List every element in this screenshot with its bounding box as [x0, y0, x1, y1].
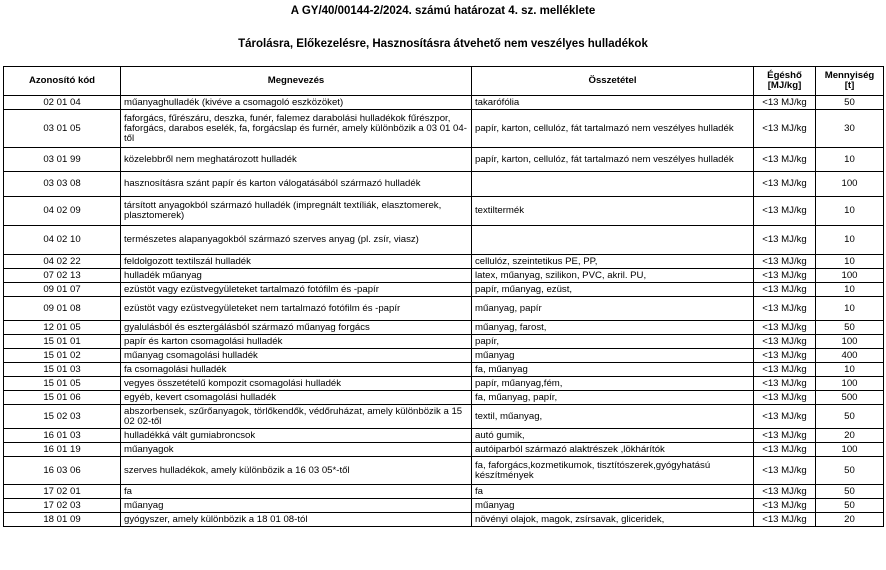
cell-name: gyógyszer, amely különbözik a 18 01 08-tól: [121, 513, 472, 527]
cell-composition: fa, műanyag, papír,: [472, 391, 754, 405]
cell-composition: műanyag: [472, 349, 754, 363]
cell-code: 09 01 07: [4, 283, 121, 297]
cell-name: műanyagok: [121, 443, 472, 457]
cell-composition: autó gumik,: [472, 429, 754, 443]
cell-code: 16 03 06: [4, 457, 121, 485]
cell-code: 17 02 01: [4, 485, 121, 499]
cell-heat: <13 MJ/kg: [754, 255, 816, 269]
table-row: [4, 269, 884, 283]
cell-code: 15 01 01: [4, 335, 121, 349]
table-row: [4, 363, 884, 377]
cell-quantity: 50: [816, 485, 884, 499]
table-row: [4, 321, 884, 335]
cell-heat: <13 MJ/kg: [754, 226, 816, 255]
cell-heat: <13 MJ/kg: [754, 172, 816, 197]
document-subtitle: Tárolásra, Előkezelésre, Hasznosításra átvehető nem veszélyes hulladékok: [238, 38, 648, 50]
table-row: [4, 377, 884, 391]
cell-composition: textil, műanyag,: [472, 405, 754, 429]
table-row: [4, 172, 884, 197]
cell-quantity: 20: [816, 429, 884, 443]
cell-name: faforgács, fűrészáru, deszka, funér, falemez darabolási hulladékok fűrészpor, faforgács, darabos eselék, fa, forgácslap és furnér, amely különbözik a 03 01 04-től: [121, 110, 472, 148]
cell-quantity: 50: [816, 499, 884, 513]
cell-quantity: 10: [816, 297, 884, 321]
cell-code: 03 03 08: [4, 172, 121, 197]
table-row: [4, 485, 884, 499]
cell-code: 04 02 09: [4, 197, 121, 226]
cell-name: műanyag csomagolási hulladék: [121, 349, 472, 363]
cell-composition: fa, műanyag: [472, 363, 754, 377]
header-name: Megnevezés: [121, 67, 472, 96]
cell-code: 15 02 03: [4, 405, 121, 429]
cell-heat: <13 MJ/kg: [754, 335, 816, 349]
table-row: [4, 226, 884, 255]
cell-code: 02 01 04: [4, 96, 121, 110]
cell-code: 16 01 19: [4, 443, 121, 457]
cell-code: 03 01 05: [4, 110, 121, 148]
cell-code: 18 01 09: [4, 513, 121, 527]
cell-code: 09 01 08: [4, 297, 121, 321]
cell-quantity: 10: [816, 255, 884, 269]
cell-name: egyéb, kevert csomagolási hulladék: [121, 391, 472, 405]
cell-name: szerves hulladékok, amely különbözik a 16 03 05*-től: [121, 457, 472, 485]
cell-quantity: 10: [816, 148, 884, 172]
cell-quantity: 10: [816, 226, 884, 255]
cell-code: 04 02 22: [4, 255, 121, 269]
table-row: [4, 96, 884, 110]
cell-heat: <13 MJ/kg: [754, 391, 816, 405]
table-row: [4, 335, 884, 349]
cell-code: 04 02 10: [4, 226, 121, 255]
cell-quantity: 400: [816, 349, 884, 363]
cell-code: 15 01 02: [4, 349, 121, 363]
cell-composition: papír, műanyag,fém,: [472, 377, 754, 391]
cell-code: 15 01 03: [4, 363, 121, 377]
table-row: [4, 405, 884, 429]
header-composition: Összetétel: [472, 67, 754, 96]
cell-heat: <13 MJ/kg: [754, 429, 816, 443]
cell-heat: <13 MJ/kg: [754, 321, 816, 335]
cell-quantity: 100: [816, 443, 884, 457]
cell-composition: autóiparból származó alaktrészek ,lökhárítók: [472, 443, 754, 457]
cell-quantity: 10: [816, 197, 884, 226]
cell-heat: <13 MJ/kg: [754, 443, 816, 457]
cell-quantity: 100: [816, 172, 884, 197]
cell-name: ezüstöt vagy ezüstvegyületeket tartalmazó fotófilm és -papír: [121, 283, 472, 297]
cell-quantity: 50: [816, 96, 884, 110]
cell-composition: [472, 226, 754, 255]
cell-heat: <13 MJ/kg: [754, 148, 816, 172]
waste-table: [3, 66, 884, 527]
cell-quantity: 500: [816, 391, 884, 405]
cell-name: fa csomagolási hulladék: [121, 363, 472, 377]
cell-composition: növényi olajok, magok, zsírsavak, gliceridek,: [472, 513, 754, 527]
table-row: [4, 349, 884, 363]
cell-name: közelebbről nem meghatározott hulladék: [121, 148, 472, 172]
cell-composition: fa: [472, 485, 754, 499]
cell-heat: <13 MJ/kg: [754, 363, 816, 377]
cell-heat: <13 MJ/kg: [754, 269, 816, 283]
cell-name: feldolgozott textilszál hulladék: [121, 255, 472, 269]
cell-composition: textiltermék: [472, 197, 754, 226]
cell-code: 03 01 99: [4, 148, 121, 172]
table-row: [4, 255, 884, 269]
cell-composition: papír, karton, cellulóz, fát tartalmazó nem veszélyes hulladék: [472, 148, 754, 172]
cell-heat: <13 MJ/kg: [754, 110, 816, 148]
cell-quantity: 10: [816, 363, 884, 377]
cell-composition: műanyag: [472, 499, 754, 513]
cell-composition: fa, faforgács,kozmetikumok, tisztítószerek,gyógyhatású készítmények: [472, 457, 754, 485]
cell-composition: [472, 172, 754, 197]
table-row: [4, 391, 884, 405]
table-row: [4, 513, 884, 527]
table-row: [4, 297, 884, 321]
table-row: [4, 457, 884, 485]
cell-quantity: 50: [816, 405, 884, 429]
table-row: [4, 283, 884, 297]
cell-heat: <13 MJ/kg: [754, 485, 816, 499]
cell-name: hasznosításra szánt papír és karton válogatásából származó hulladék: [121, 172, 472, 197]
table-row: [4, 499, 884, 513]
cell-composition: papír, műanyag, ezüst,: [472, 283, 754, 297]
table-row: [4, 197, 884, 226]
cell-quantity: 20: [816, 513, 884, 527]
cell-composition: cellulóz, szeintetikus PE, PP,: [472, 255, 754, 269]
cell-quantity: 100: [816, 269, 884, 283]
cell-heat: <13 MJ/kg: [754, 197, 816, 226]
table-header-row: [4, 67, 884, 96]
cell-name: műanyaghulladék (kivéve a csomagoló eszközöket): [121, 96, 472, 110]
cell-composition: műanyag, farost,: [472, 321, 754, 335]
cell-composition: latex, műanyag, szilikon, PVC, akril. PU,: [472, 269, 754, 283]
cell-quantity: 50: [816, 321, 884, 335]
document-title: A GY/40/00144-2/2024. számú határozat 4. sz. melléklete: [290, 5, 596, 17]
table-row: [4, 148, 884, 172]
cell-name: műanyag: [121, 499, 472, 513]
cell-code: 07 02 13: [4, 269, 121, 283]
cell-code: 12 01 05: [4, 321, 121, 335]
cell-heat: <13 MJ/kg: [754, 457, 816, 485]
cell-composition: papír, karton, cellulóz, fát tartalmazó nem veszélyes hulladék: [472, 110, 754, 148]
cell-name: fa: [121, 485, 472, 499]
cell-heat: <13 MJ/kg: [754, 405, 816, 429]
cell-quantity: 30: [816, 110, 884, 148]
cell-heat: <13 MJ/kg: [754, 283, 816, 297]
cell-composition: műanyag, papír: [472, 297, 754, 321]
cell-code: 17 02 03: [4, 499, 121, 513]
cell-heat: <13 MJ/kg: [754, 349, 816, 363]
cell-quantity: 100: [816, 335, 884, 349]
table-row: [4, 429, 884, 443]
cell-name: abszorbensek, szűrőanyagok, törlőkendők, védőruházat, amely különbözik a 15 02 02-től: [121, 405, 472, 429]
cell-name: papír és karton csomagolási hulladék: [121, 335, 472, 349]
cell-heat: <13 MJ/kg: [754, 499, 816, 513]
cell-heat: <13 MJ/kg: [754, 377, 816, 391]
cell-composition: papír,: [472, 335, 754, 349]
cell-heat: <13 MJ/kg: [754, 96, 816, 110]
cell-quantity: 100: [816, 377, 884, 391]
cell-composition: takarófólia: [472, 96, 754, 110]
cell-code: 15 01 05: [4, 377, 121, 391]
cell-name: ezüstöt vagy ezüstvegyületeket nem tartalmazó fotófilm és -papír: [121, 297, 472, 321]
cell-name: hulladék műanyag: [121, 269, 472, 283]
header-heat: Égéshő [MJ/kg]: [754, 67, 816, 96]
header-quantity: Mennyiség [t]: [816, 67, 884, 96]
table-row: [4, 443, 884, 457]
cell-quantity: 10: [816, 283, 884, 297]
cell-heat: <13 MJ/kg: [754, 513, 816, 527]
cell-name: természetes alapanyagokból származó szerves anyag (pl. zsír, viasz): [121, 226, 472, 255]
cell-heat: <13 MJ/kg: [754, 297, 816, 321]
cell-name: vegyes összetételű kompozit csomagolási hulladék: [121, 377, 472, 391]
cell-quantity: 50: [816, 457, 884, 485]
table-row: [4, 110, 884, 148]
cell-name: gyalulásból és esztergálásból származó műanyag forgács: [121, 321, 472, 335]
cell-name: társított anyagokból származó hulladék (impregnált textíliák, elasztomerek, plasztomerek): [121, 197, 472, 226]
cell-name: hulladékká vált gumiabroncsok: [121, 429, 472, 443]
header-code: Azonosító kód: [4, 67, 121, 96]
cell-code: 15 01 06: [4, 391, 121, 405]
cell-code: 16 01 03: [4, 429, 121, 443]
